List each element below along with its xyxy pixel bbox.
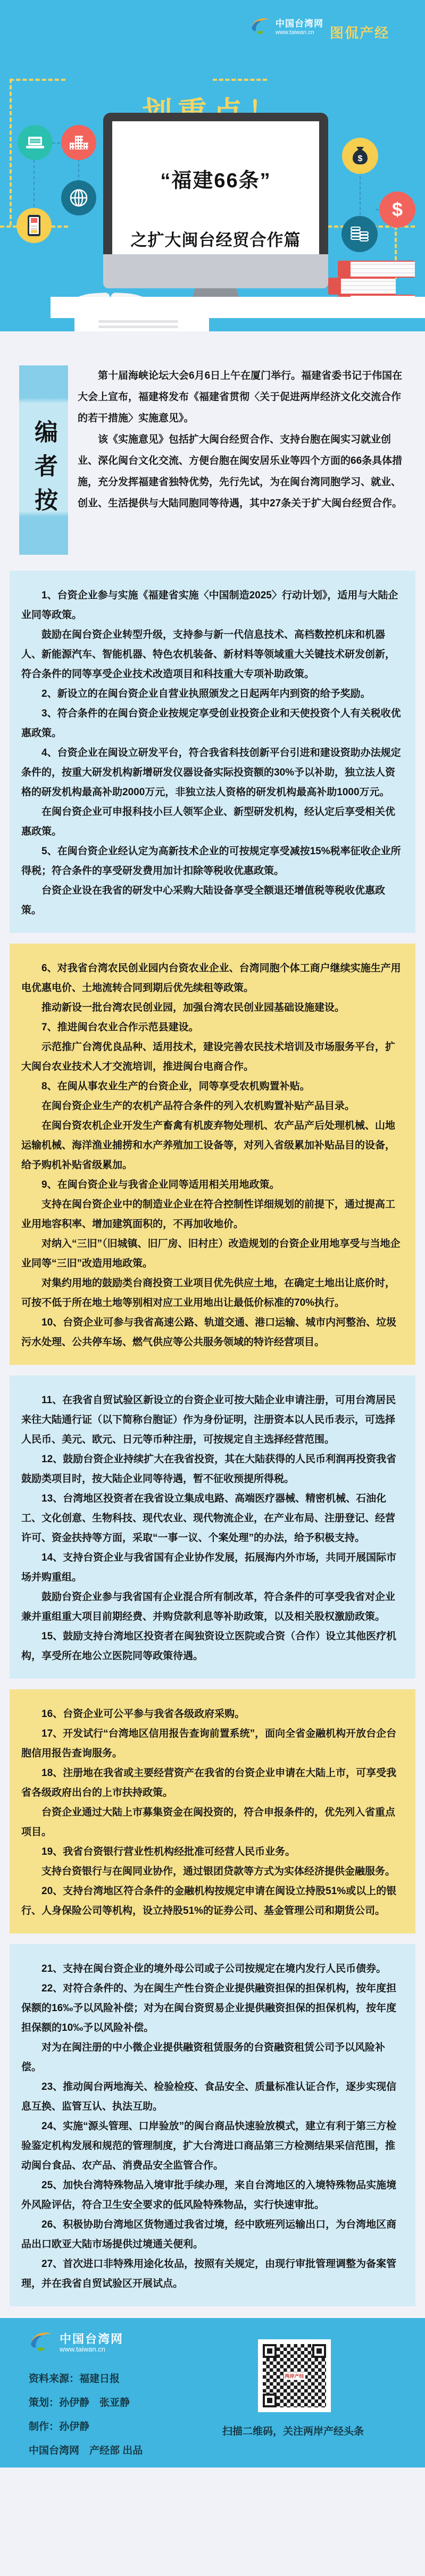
dashed-line (213, 79, 267, 81)
laptop-icon (18, 125, 53, 160)
policy-paragraph: 支持在闽台资企业中的制造业企业在符合控制性详细规划的前提下，通过提高工业用地容积率、增加建筑面积的，不再加收地价。 (21, 1199, 396, 1230)
hero-banner (0, 0, 425, 331)
policy-paragraph: 16、台资企业可公平参与我省各级政府采购。 (41, 1708, 245, 1720)
taiwan-net-swoosh-icon (28, 2330, 55, 2356)
policy-paragraph: 7、推进闽台农业合作示范县建设。 (41, 1022, 199, 1033)
policy-paragraph: 2、新设立的在闽台资企业自营业执照颁发之日起两年内到资的给予奖励。 (41, 688, 371, 699)
policy-paragraph: 21、支持在闽台资企业的境外母公司或子公司按规定在境内发行人民币债券。 (41, 1963, 387, 1974)
policy-paragraph: 13、台湾地区投资者在我省设立集成电路、高端医疗器械、精密机械、石油化工、文化创意、生物科技、现代农业、现代物流企业，在产业布局、注册登记、经营许可、资金扶持等方面，采取“一事一议、个案处理”的办法，给予积极支持。 (21, 1493, 396, 1544)
qr-caption: 扫描二维码，关注两岸产经头条 (222, 2426, 364, 2437)
policy-paragraph: 15、鼓励支持台湾地区投资者在闽独资设立医院或合资（合作）设立其他医疗机构，享受所在地公立医院同等政策待遇。 (21, 1631, 397, 1662)
policy-paragraph: 支持台资银行与在闽同业协作，通过银团贷款等方式为实体经济提供金融服务。 (41, 1866, 396, 1877)
credit-production: 制作：孙伊静 (29, 2421, 90, 2432)
policy-paragraph: 11、在我省自贸试验区新设立的台资企业可按大陆企业申请注册，可用台湾居民来往大陆通行证（以下简称台胞证）作为身份证明，注册资本以人民币表示，可选择人民币、美元、欧元、日元等币种注册，可按规定自主选择经营范围。 (21, 1395, 396, 1445)
qr-code (258, 2339, 331, 2412)
building-icon (61, 125, 96, 160)
policy-paragraph: 19、我省台资银行营业性机构经批准可经营人民币业务。 (41, 1846, 296, 1857)
site-logo-url: www.taiwan.cn (276, 29, 314, 36)
policy-paragraph: 在闽台资农机企业开发生产畜禽有机废弃物处理机、农产品产后处理机械、山地运输机械、海洋渔业捕捞和水产养殖加工设备等，对列入省级累加补贴品目的设备，给予购机补贴省级累加。 (21, 1120, 396, 1171)
taiwan-net-swoosh-icon (249, 16, 272, 39)
policy-paragraph: 台资企业通过大陆上市募集资金在闽投资的，符合申报条件的，优先列入省重点项目。 (21, 1807, 396, 1838)
credits (29, 2367, 143, 2463)
globe-icon (61, 180, 96, 215)
column-brand: 图侃产经 (330, 25, 390, 41)
policy-paragraph: 1、台资企业参与实施《福建省实施〈中国制造2025〉行动计划》，适用与大陆企业同等政策。 (21, 590, 398, 621)
money-bag-icon (342, 138, 378, 174)
policy-paragraph: 在闽台资企业生产的农机产品符合条件的列入农机购置补贴产品目录。 (41, 1101, 355, 1112)
credit-planning: 策划：孙伊静 张亚静 (29, 2397, 130, 2408)
editor-note-bar (19, 365, 68, 555)
footer-site-logo (28, 2330, 123, 2356)
desk-drawer (74, 318, 209, 331)
monitor-body (103, 254, 328, 288)
policy-paragraph: 5、在闽台资企业经认定为高新技术企业的可按规定享受减按15%税率征收企业所得税；符合条件的享受研发费用加计扣除等税收优惠政策。 (21, 846, 401, 877)
coins-icon (341, 216, 378, 252)
policy-section-1 (10, 571, 415, 933)
editor-note (19, 365, 406, 555)
policy-paragraph: 12、鼓励台资企业持续扩大在我省投资，其在大陆获得的人民币利润再投资我省鼓励类项目时，按大陆企业同等待遇，暂不征收预提所得税。 (21, 1454, 397, 1485)
policy-paragraph: 23、推动闽台两地海关、检验检疫、食品安全、质量标准认证合作，逐步实现信息互换、监管互认、执法互助。 (21, 2081, 397, 2112)
policy-paragraph: 对为在闽注册的中小微企业提供融资租赁服务的台资融资租赁公司予以风险补偿。 (21, 2042, 386, 2073)
credit-publisher: 中国台湾网 产经部 出品 (29, 2445, 143, 2456)
credit-source: 资料来源：福建日报 (29, 2373, 120, 2385)
policy-paragraph: 台资企业设在我省的研发中心采购大陆设备享受全额退还增值税等税收优惠政策。 (21, 885, 386, 916)
qr-center-label: 两岸产经 (284, 2372, 305, 2380)
footer-logo-name: 中国台湾网 (60, 2332, 124, 2346)
policy-paragraph: 14、支持台资企业与我省国有企业协作发展，拓展海内外市场，共同开展国际市场并购重组。 (21, 1552, 397, 1583)
policy-paragraph: 17、开发试行“台湾地区信用报告查询前置系统”，面向全省金融机构开放台企台胞信用报告查询服务。 (21, 1728, 397, 1759)
policy-paragraph: 鼓励在闽台资企业转型升级，支持参与新一代信息技术、高档数控机床和机器人、新能源汽车、智能机器、特色农机装备、新材料等领域重大关键技术研发创新，符合条件的同等享受企业技术改造项目和科技重大专项补助政策。 (21, 629, 396, 680)
policy-paragraph: 9、在闽台资企业与我省企业同等适用相关用地政策。 (41, 1179, 280, 1190)
policy-section-2 (10, 944, 415, 1365)
policy-paragraph: 4、台资企业在闽设立研发平台，符合我省科技创新平台引进和建设资助办法规定条件的，按重大研发机构新增研发仪器设备实际投资额的30%予以补助，独立法人资格的研发机构最高补助2000万元，非独立法人资格的研发机构最高补助1000万元。 (21, 747, 401, 798)
footer (0, 2318, 425, 2467)
policy-paragraph: 鼓励台资企业参与我省国有企业混合所有制改革，符合条件的可享受我省对企业兼并重组重大项目前期经费、并购贷款利息等补助政策，以及相关股权激励政策。 (21, 1591, 396, 1622)
screen-title-line2: 之扩大闽台经贸合作篇 (130, 231, 301, 249)
policy-paragraph: 6、对我省台湾农民创业园内台资农业企业、台湾同胞个体工商户继续实施生产用电优惠电价、土地流转合同到期后优先续租等政策。 (21, 963, 401, 994)
dollar-icon: $ (379, 191, 415, 228)
site-logo (249, 16, 323, 39)
footer-logo-url: www.taiwan.cn (60, 2345, 105, 2354)
policy-paragraph: 8、在闽从事农业生产的台资企业，同等享受农机购置补贴。 (41, 1081, 310, 1092)
policy-paragraph: 22、对符合条件的、为在闽生产性台资企业提供融资担保的担保机构，按年度担保额的16‰予以风险补偿；对为在闽台资贸易企业提供融资担保的担保机构，按年度担保额的10‰予以风险补偿。 (21, 1983, 397, 2033)
dashed-line (10, 79, 65, 81)
policy-paragraph: 对纳入“三旧”（旧城镇、旧厂房、旧村庄）改造规划的台资企业用地享受与当地企业同等“三旧”改造用地政策。 (21, 1238, 401, 1269)
site-logo-name: 中国台湾网 (276, 19, 323, 29)
policy-section-5 (10, 1944, 415, 2306)
smartphone-icon (16, 208, 52, 243)
policy-section-4 (10, 1689, 415, 1933)
policy-paragraph: 示范推广台湾优良品种、适用技术，建设完善农民技术培训及市场服务平台，扩大闽台农业技术人才交流培训，推进闽台电商合作。 (21, 1041, 396, 1072)
policy-paragraph: 26、积极协助台湾地区货物通过我省过境，经中欧班列运输出口，为台湾地区商品出口欧亚大陆市场提供过境通关便利。 (21, 2219, 397, 2250)
editor-paragraph: 该《实施意见》包括扩大闽台经贸合作、支持台胞在闽实习就业创业、深化闽台文化交流、方便台胞在闽安居乐业等四个方面的66条具体措施，充分发挥福建省独特优势，先行先试，为在闽台湾同胞学习、就业、创业、生活提供与大陆同胞同等待遇，其中27条关于扩大闽台经贸合作。 (78, 434, 403, 509)
policy-section-3 (10, 1375, 415, 1679)
screen-title-line1: “福建66条” (160, 170, 271, 192)
policy-paragraph: 20、支持台湾地区符合条件的金融机构按规定申请在闽设立持股51%或以上的银行、人身保险公司等机构，设立持股51%的证券公司、基金管理公司和期货公司。 (21, 1886, 397, 1916)
policy-paragraph: 27、首次进口非特殊用途化妆品，按照有关规定，由现行审批管理调整为备案管理，并在我省自贸试验区开展试点。 (21, 2258, 397, 2289)
policy-paragraph: 25、加快台湾特殊物品入境审批手续办理，来自台湾地区的入境特殊物品实施境外风险评估，符合卫生安全要求的低风险特殊物品，实行快速审批。 (21, 2180, 397, 2211)
policy-paragraph: 18、注册地在我省或主要经营资产在我省的台资企业申请在大陆上市，可享受我省各级政府出台的上市扶持政策。 (21, 1768, 397, 1798)
desk (51, 297, 425, 318)
editor-paragraph: 第十届海峡论坛大会6月6日上午在厦门举行。福建省委书记于伟国在大会上宣布，福建将发布《福建省贯彻〈关于促进两岸经济文化交流合作的若干措施〉实施意见》。 (78, 370, 403, 424)
editor-note-label: 编者按 (31, 420, 57, 522)
monitor-screen (112, 121, 319, 254)
editor-note-text (78, 365, 406, 555)
connector-line (360, 171, 361, 220)
policy-paragraph: 对集约用地的鼓励类台商投资工业项目优先供应土地，在确定土地出让底价时，可按不低于所在地土地等别相对应工业用地出让最低价标准的70%执行。 (21, 1278, 396, 1308)
policy-paragraph: 3、符合条件的在闽台资企业按规定享受创业投资企业和天使投资个人有关税收优惠政策。 (21, 708, 401, 739)
policy-paragraph: 在闽台资企业可申报科技小巨人领军企业、新型研发机构，经认定后享受相关优惠政策。 (21, 806, 396, 837)
svg-text:$: $ (357, 154, 363, 163)
policy-paragraph: 24、实施“源头管理、口岸验放”的闽台商品快速验放模式，建立有利于第三方检验鉴定机构发展和规范的管理制度，扩大台湾进口商品第三方检测结果采信范围，推动闽台食品、农产品、消费品安全监管合作。 (21, 2121, 397, 2171)
policy-paragraph: 10、台资企业可参与我省高速公路、轨道交通、港口运输、城市内河整治、垃圾污水处理、公共停车场、燃气供应等公共服务领域的特许经营项目。 (21, 1317, 397, 1348)
policy-paragraph: 推动新设一批台湾农民创业园，加强台湾农民创业园基础设施建设。 (41, 1002, 345, 1013)
